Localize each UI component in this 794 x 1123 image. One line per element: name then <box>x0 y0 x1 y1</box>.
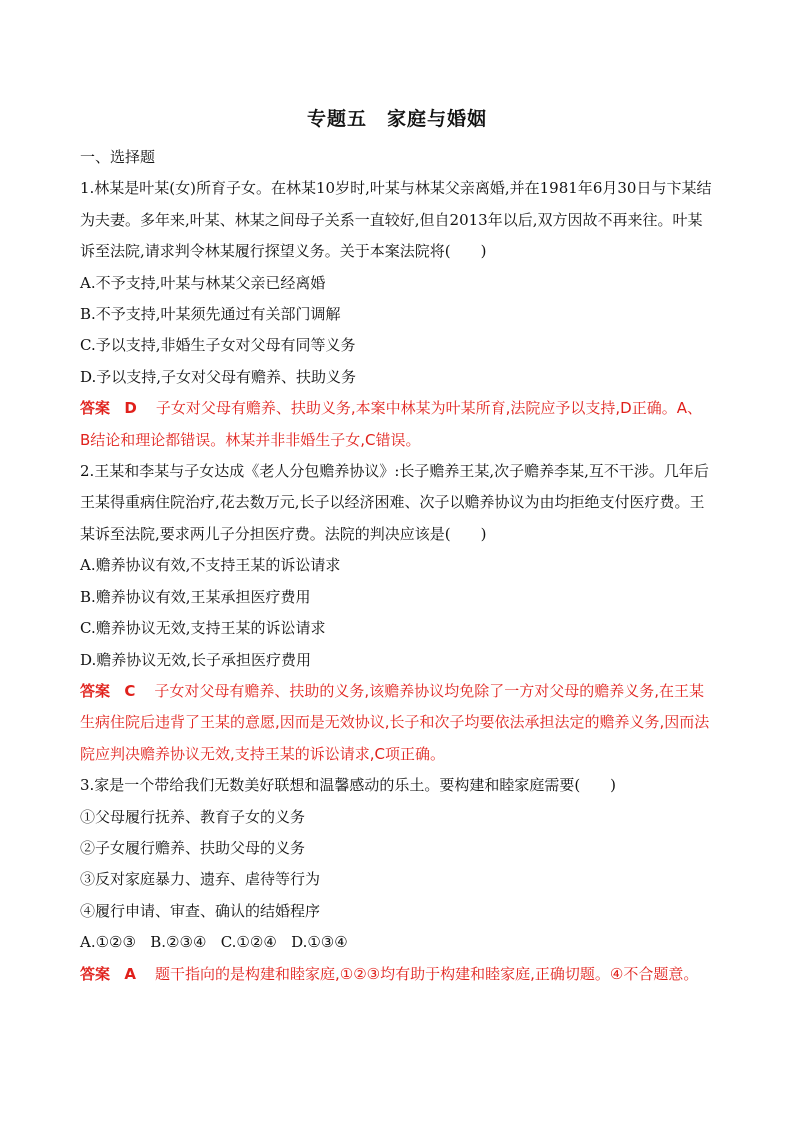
question-1-answer <box>80 393 712 456</box>
question-3-item-1: ①父母履行抚养、教育子女的义务 <box>80 807 306 826</box>
question-1-option-a: A.不予支持,叶某与林某父亲已经离婚 <box>80 273 326 292</box>
question-3-option-d: D.①③④ <box>291 933 348 952</box>
question-3-option-c: C.①②④ <box>220 933 277 952</box>
question-3-item-3: ③反对家庭暴力、遗弃、虐待等行为 <box>80 870 321 889</box>
answer-label: 答案 <box>80 399 111 418</box>
question-3-option-a: A.①②③ <box>80 933 136 952</box>
question-3-options <box>80 927 712 958</box>
section-heading: 一、选择题 <box>80 148 156 166</box>
answer-letter: C <box>124 681 136 700</box>
question-2-option-c: C.赡养协议无效,支持王某的诉讼请求 <box>80 619 326 638</box>
question-2-answer <box>80 676 712 770</box>
answer-label: 答案 <box>80 681 111 700</box>
question-2-stem: 2.王某和李某与子女达成《老人分包赡养协议》:长子赡养王某,次子赡养李某,互不干涉。几年后王某得重病住院治疗,花去数万元,长子以经济困难、次子以赡养协议为由均拒绝支付医疗费。王某诉至法院,要求两儿子分担医疗费。法院的判决应该是( ) <box>80 462 709 543</box>
question-2-option-b: B.赡养协议有效,王某承担医疗费用 <box>80 587 311 606</box>
question-3-answer <box>80 959 712 990</box>
answer-letter: A <box>124 964 136 983</box>
question-3-item-4: ④履行申请、审查、确认的结婚程序 <box>80 901 321 920</box>
question-3-stem: 3.家是一个带给我们无数美好联想和温馨感动的乐土。要构建和睦家庭需要( ) <box>80 776 617 795</box>
question-3-option-b: B.②③④ <box>150 933 207 952</box>
answer-explanation: 子女对父母有赡养、扶助的义务,该赡养协议均免除了一方对父母的赡养义务,在王某生病住院后违背了王某的意愿,因而是无效协议,长子和次子均要依法承担法定的赡养义务,因而法院应判决赡养协议无效,支持王某的诉讼请求,C项正确。 <box>80 681 710 763</box>
question-1-stem: 1.林某是叶某(女)所育子女。在林某10岁时,叶某与林某父亲离婚,并在1981年6月30日与卞某结为夫妻。多年来,叶某、林某之间母子关系一直较好,但自2013年以后,双方因故不再来往。叶某诉至法院,请求判令林某履行探望义务。关于本案法院将( ) <box>80 179 712 261</box>
question-1-option-b: B.不予支持,叶某须先通过有关部门调解 <box>80 305 341 324</box>
question-1-option-c: C.予以支持,非婚生子女对父母有同等义务 <box>80 336 356 355</box>
question-3-item-2: ②子女履行赡养、扶助父母的义务 <box>80 838 306 857</box>
question-2-option-a: A.赡养协议有效,不支持王某的诉讼请求 <box>80 556 341 575</box>
page-title: 专题五 家庭与婚姻 <box>306 108 487 130</box>
answer-explanation: 题干指向的是构建和睦家庭,①②③均有助于构建和睦家庭,正确切题。④不合题意。 <box>155 964 699 983</box>
question-1-option-d: D.予以支持,子女对父母有赡养、扶助义务 <box>80 367 357 386</box>
question-2-option-d: D.赡养协议无效,长子承担医疗费用 <box>80 650 312 669</box>
answer-letter: D <box>124 399 137 418</box>
answer-label: 答案 <box>80 964 111 983</box>
document-body <box>80 142 712 990</box>
answer-explanation: 子女对父母有赡养、扶助义务,本案中林某为叶某所育,法院应予以支持,D正确。A、B结论和理论都错误。林某并非非婚生子女,C错误。 <box>80 399 702 449</box>
